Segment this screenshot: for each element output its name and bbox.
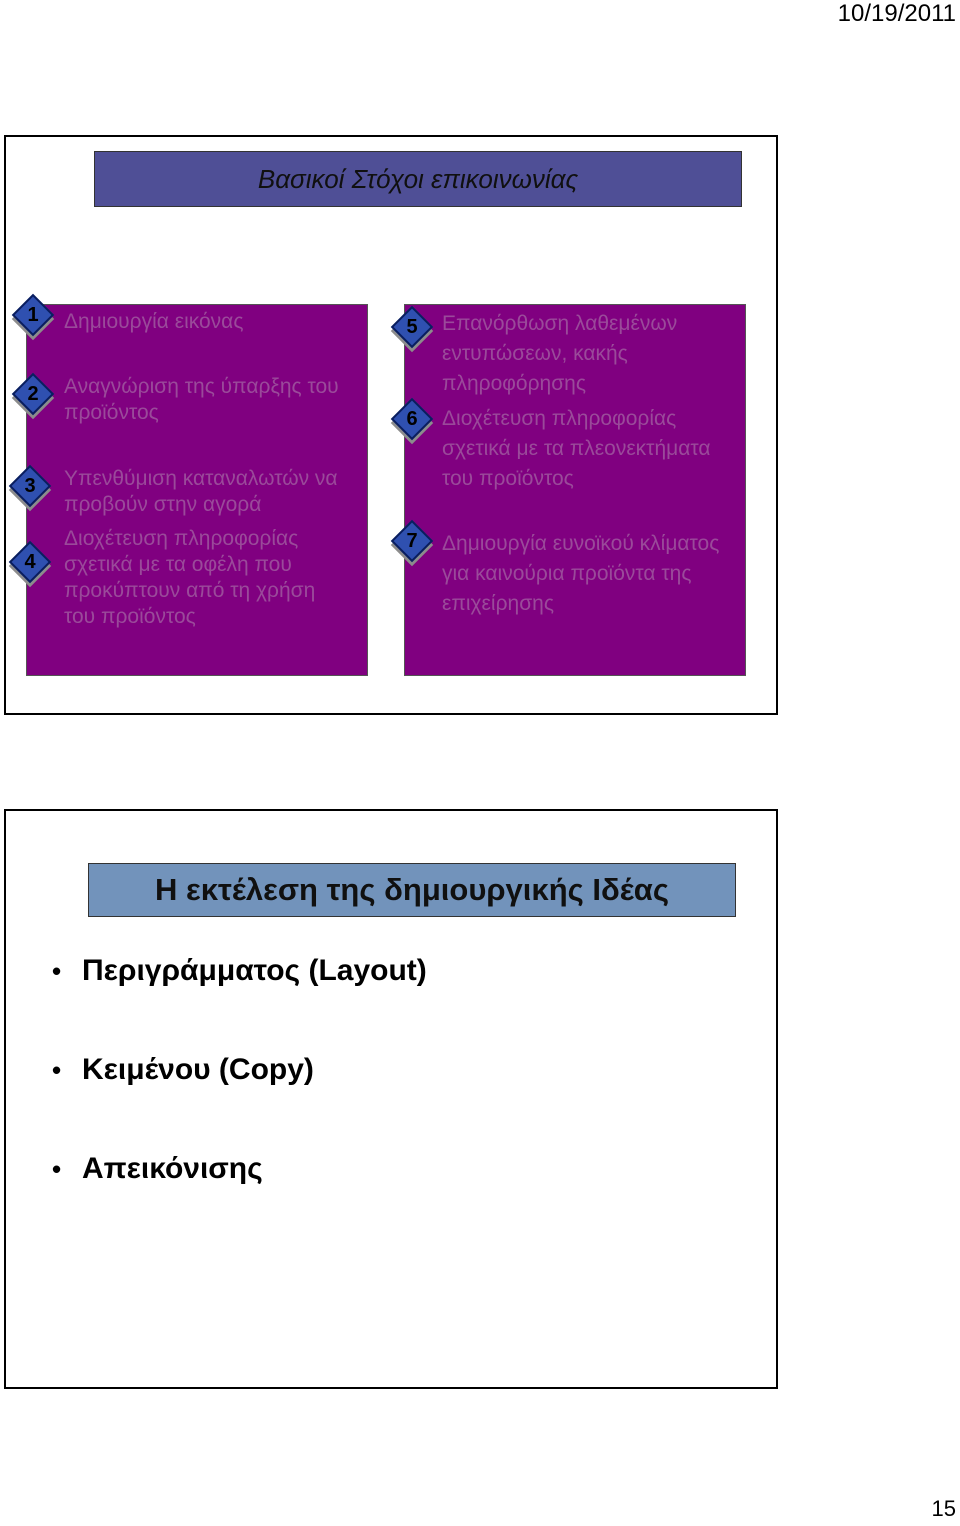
number-badge-1: 1 xyxy=(12,294,54,336)
bullet-icon: • xyxy=(52,956,62,986)
slide-title: Βασικοί Στόχοι επικοινωνίας xyxy=(94,151,742,207)
slide-title: Η εκτέλεση της δημιουργικής Ιδέας xyxy=(88,863,736,917)
list-item: • Απεικόνισης xyxy=(52,1149,427,1248)
goal-item-4: Διοχέτευση πληροφορίας σχετικά με τα οφέλη που προκύπτουν από τη χρήση του προϊόντος xyxy=(64,527,316,628)
list-item: • Κειμένου (Copy) xyxy=(52,1050,427,1149)
number-badge-3: 3 xyxy=(9,465,51,507)
goal-item-3: Υπενθύμιση καταναλωτών να προβούν στην αγορά xyxy=(64,467,338,516)
list-item: • Περιγράμματος (Layout) xyxy=(52,951,427,1050)
goal-item-5: Επανόρθωση λαθεμένων εντυπώσεων, κακής πληροφόρησης xyxy=(442,312,678,395)
number-badge-6: 6 xyxy=(391,398,433,440)
number-badge-4: 4 xyxy=(9,541,51,583)
bullet-icon: • xyxy=(52,1154,62,1184)
bullet-icon: • xyxy=(52,1055,62,1085)
page-number: 15 xyxy=(931,1496,956,1521)
slide-communication-goals xyxy=(4,135,778,715)
goal-item-2: Αναγνώριση της ύπαρξης του προϊόντος xyxy=(64,375,339,424)
goal-item-7: Δημιουργία ευνοϊκού κλίματος για καινούρια προϊόντα της επιχείρησης xyxy=(442,532,720,615)
number-badge-2: 2 xyxy=(12,373,54,415)
date-header: 10/19/2011 xyxy=(837,0,956,27)
goal-item-6: Διοχέτευση πληροφορίας σχετικά με τα πλεονεκτήματα του προϊόντος xyxy=(442,407,711,490)
goal-item-1: Δημιουργία εικόνας xyxy=(64,310,244,333)
number-badge-5: 5 xyxy=(391,306,433,348)
slide-creative-execution xyxy=(4,809,778,1389)
number-badge-7: 7 xyxy=(391,520,433,562)
bullet-list xyxy=(52,951,427,1248)
